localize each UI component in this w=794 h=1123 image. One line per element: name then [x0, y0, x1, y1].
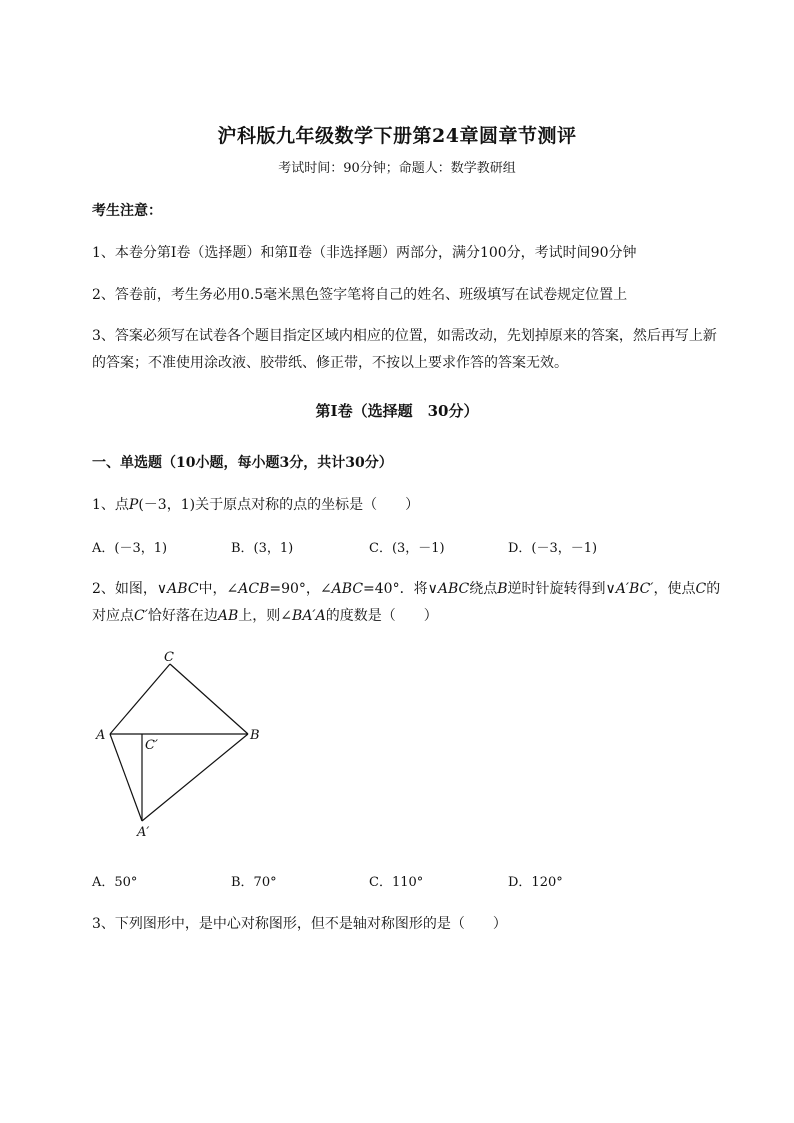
q2-term: ∠ACB — [226, 581, 270, 597]
segment-a-a-prime — [110, 734, 142, 821]
q2-term: C′ — [134, 608, 148, 624]
q1-option-d: D．(－3，－1) — [508, 541, 598, 556]
q2-term: ∨ABC — [427, 581, 470, 597]
part-heading: 一、单选题（10小题，每小题3分，共计30分） — [92, 455, 393, 471]
label-b: B — [250, 728, 260, 743]
label-a: A — [96, 728, 106, 743]
question-1-options — [92, 537, 712, 555]
q1-option-a: A．(－3，1) — [92, 541, 168, 556]
notice-heading: 考生注意： — [92, 203, 162, 219]
q2-term: ∨A′BC′ — [605, 581, 654, 597]
q2-term: AB — [217, 608, 239, 624]
q1-option-b: B．(3，1) — [231, 541, 294, 556]
q2-text: 中， — [198, 581, 227, 597]
q2-text: ，使点 — [653, 581, 696, 597]
label-c: C — [164, 650, 174, 665]
section-title: 第I卷（选择题 30分） — [315, 402, 479, 420]
notice-item-1: 1、本卷分第I卷（选择题）和第Ⅱ卷（非选择题）两部分，满分100分，考试时间90分钟 — [92, 245, 637, 261]
q2-option-c: C．110° — [369, 875, 424, 890]
label-c-prime: C′ — [145, 738, 158, 753]
question-2-line-2 — [92, 605, 438, 625]
q2-text: 的度数是（ ） — [325, 608, 438, 624]
q2-text: 恰好落在边 — [147, 608, 218, 624]
q2-text: 对应点 — [92, 608, 134, 624]
question-1-point: P — [128, 497, 139, 513]
question-1-prefix: 1、点 — [92, 497, 129, 513]
q2-option-d: D．120° — [508, 875, 563, 890]
triangle-diagram — [90, 645, 280, 845]
q2-text: 逆时针旋转得到 — [507, 581, 606, 597]
q2-option-a: A．50° — [92, 875, 138, 890]
segment-c-b — [170, 664, 248, 734]
geometry-figure — [90, 645, 280, 845]
question-1 — [92, 494, 419, 514]
q2-text: 上，则 — [238, 608, 281, 624]
question-1-suffix: (－3，1)关于原点对称的点的坐标是（ ） — [138, 497, 420, 513]
q2-text: 绕点 — [469, 581, 498, 597]
label-a-prime: A′ — [137, 825, 150, 840]
question-3: 3、下列图形中，是中心对称图形，但不是轴对称图形的是（ ） — [92, 916, 507, 932]
segment-a-c — [110, 664, 170, 734]
notice-item-3-continued: 的答案；不准使用涂改液、胶带纸、修正带，不按以上要求作答的答案无效。 — [92, 355, 568, 371]
q2-term: B — [497, 581, 508, 597]
question-2-line-1 — [92, 578, 720, 598]
question-2-options — [92, 871, 712, 889]
notice-item-3: 3、答案必须写在试卷各个题目指定区域内相应的位置，如需改动，先划掉原来的答案，然后再写上新 — [92, 328, 717, 344]
q2-term: C — [695, 581, 707, 597]
q2-text: =40°．将 — [363, 581, 428, 597]
q2-text: 2、如图， — [92, 581, 157, 597]
exam-info: 考试时间：90分钟；命题人：数学教研组 — [278, 161, 516, 176]
q2-text: =90°， — [269, 581, 320, 597]
q2-term: ∨ABC — [156, 581, 199, 597]
q2-term: ∠BA′A — [280, 608, 326, 624]
q2-option-b: B．70° — [231, 875, 277, 890]
q1-option-c: C．(3，－1) — [369, 541, 445, 556]
q2-term: ∠ABC — [319, 581, 364, 597]
notice-item-2: 2、答卷前，考生务必用0.5毫米黑色签字笔将自己的姓名、班级填写在试卷规定位置上 — [92, 287, 628, 303]
page-title: 沪科版九年级数学下册第24章圆章节测评 — [217, 125, 577, 147]
q2-text: 的 — [706, 581, 721, 597]
